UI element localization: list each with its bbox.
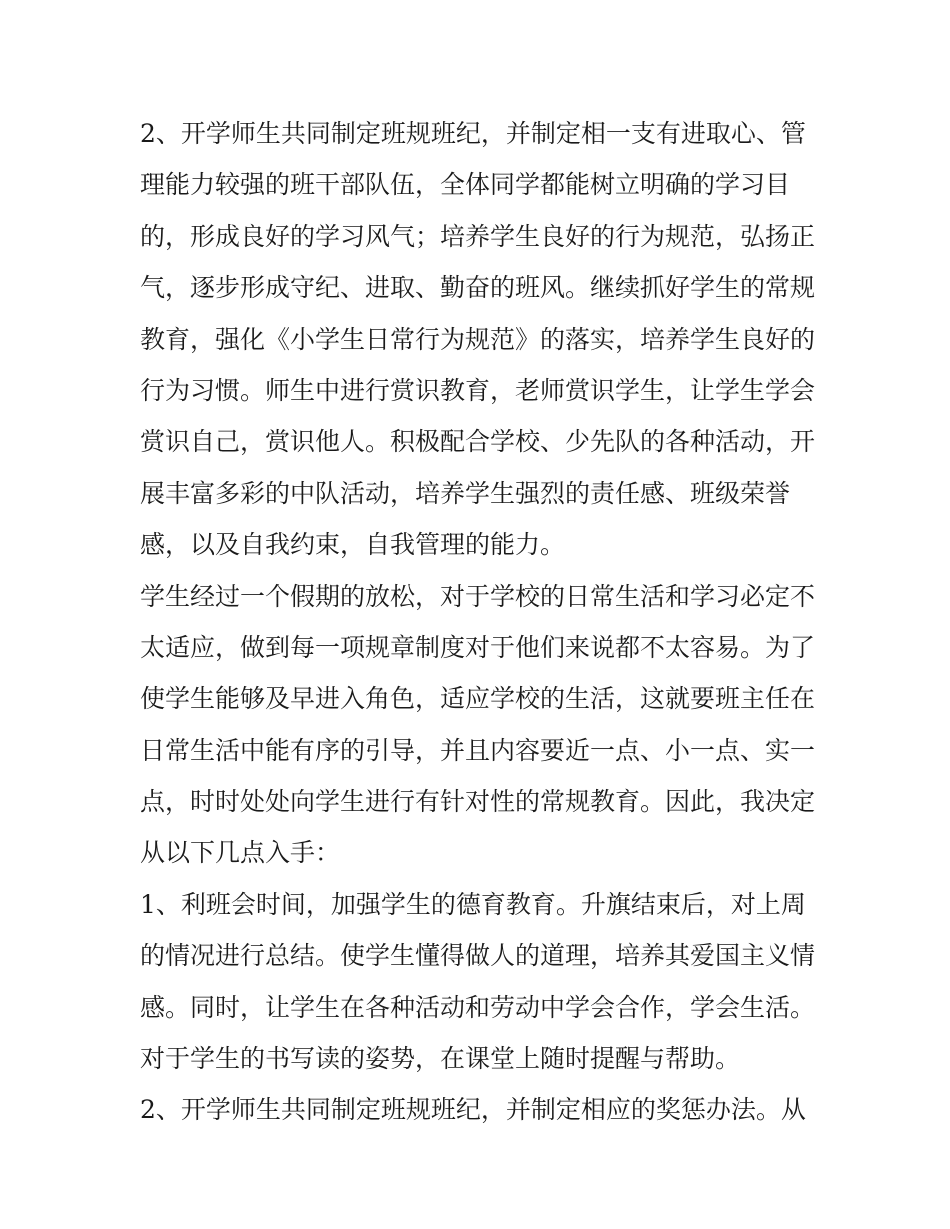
text-line-3: 的，形成良好的学习风气；培养学生良好的行为规范，弘扬正 — [140, 221, 816, 251]
text-line-15: 从以下几点入手： — [140, 838, 341, 868]
text-line-8: 展丰富多彩的中队活动，培养学生强烈的责任感、班级荣誉 — [140, 478, 791, 508]
text-line-10: 学生经过一个假期的放松，对于学校的日常生活和学习必定不 — [140, 581, 816, 611]
text-line-14: 点，时时处处向学生进行有针对性的常规教育。因此，我决定 — [140, 787, 816, 817]
text-line-6: 行为习惯。师生中进行赏识教育，老师赏识学生，让学生学会 — [140, 375, 816, 405]
text-line-2: 理能力较强的班干部队伍，全体同学都能树立明确的学习目 — [140, 170, 791, 200]
text-line-1: 2、开学师生共同制定班规班纪，并制定相一支有进取心、管 — [140, 119, 806, 148]
text-line-5: 教育，强化《小学生日常行为规范》的落实，培养学生良好的 — [140, 324, 816, 354]
text-line-18: 感。同时，让学生在各种活动和劳动中学会合作，学会生活。 — [140, 992, 816, 1022]
document-body — [140, 108, 820, 1136]
text-line-7: 赏识自己，赏识他人。积极配合学校、少先队的各种活动，开 — [140, 427, 816, 457]
text-line-20: 2、开学师生共同制定班规班纪，并制定相应的奖惩办法。从 — [140, 1095, 806, 1125]
text-line-16: 1、利班会时间，加强学生的德育教育。升旗结束后，对上周 — [140, 889, 806, 919]
text-line-4: 气，逐步形成守纪、进取、勤奋的班风。继续抓好学生的常规 — [140, 273, 816, 303]
text-line-19: 对于学生的书写读的姿势，在课堂上随时提醒与帮助。 — [140, 1044, 741, 1074]
text-line-12: 使学生能够及早进入角色，适应学校的生活，这就要班主任在 — [140, 684, 816, 714]
text-line-13: 日常生活中能有序的引导，并且内容要近一点、小一点、实一 — [140, 735, 816, 765]
text-line-17: 的情况进行总结。使学生懂得做人的道理，培养其爱国主义情 — [140, 941, 816, 971]
text-line-11: 太适应，做到每一项规章制度对于他们来说都不太容易。为了 — [140, 632, 816, 662]
text-line-9: 感，以及自我约束，自我管理的能力。 — [140, 530, 566, 560]
